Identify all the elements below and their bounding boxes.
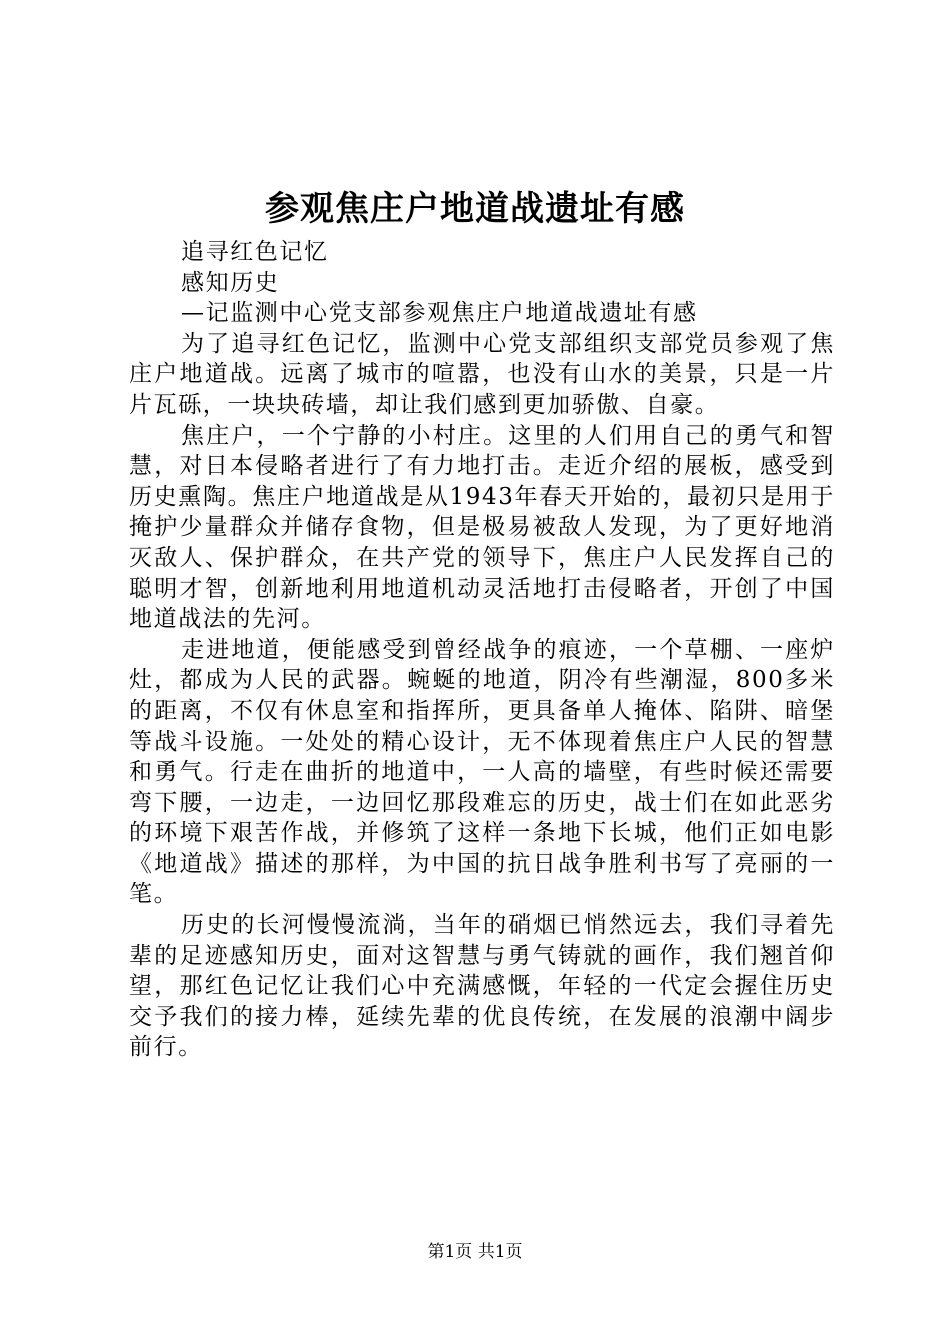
paragraph-1: 为了追寻红色记忆，监测中心党支部组织支部党员参观了焦庄户地道战。远离了城市的喧嚣，也没有山水的美景，只是一片片瓦砾，一块块砖墙，却让我们感到更加骄傲、自豪。 <box>129 330 835 418</box>
subtitle-line-2: 感知历史 <box>181 269 280 296</box>
paragraph-3: 走进地道，便能感受到曾经战争的痕迹，一个草棚、一座炉灶，都成为人民的武器。蜿蜒的地道，阴冷有些潮湿，800多米的距离，不仅有休息室和指挥所，更具备单人掩体、陷阱、暗堡等战斗设施。一处处的精心设计，无不体现着焦庄户人民的智慧和勇气。行走在曲折的地道中，一人高的墙壁，有些时候还需要弯下腰，一边走，一边回忆那段难忘的历史，战士们在如此恶劣的环境下艰苦作战，并修筑了这样一条地下长城，他们正如电影《地道战》描述的那样，为中国的抗日战争胜利书写了亮丽的一笔。 <box>129 636 835 908</box>
page-footer: 第1页 共1页 <box>427 1242 523 1262</box>
subtitle-line-1: 追寻红色记忆 <box>181 239 329 265</box>
paragraph-4: 历史的长河慢慢流淌，当年的硝烟已悄然远去，我们寻着先辈的足迹感知历史，面对这智慧与勇气铸就的画作，我们翘首仰望，那红色记忆让我们心中充满感慨，年轻的一代定会握住历史交予我们的接力棒，延续先辈的优良传统，在发展的浪潮中阔步前行。 <box>129 912 835 1061</box>
document-title: 参观焦庄户地道战遗址有感 <box>265 189 685 229</box>
document-body <box>129 237 835 1063</box>
paragraph-2: 焦庄户，一个宁静的小村庄。这里的人们用自己的勇气和智慧，对日本侵略者进行了有力地打击。走近介绍的展板，感受到历史熏陶。焦庄户地道战是从1943年春天开始的，最初只是用于掩护少量群众并储存食物，但是极易被敌人发现，为了更好地消灭敌人、保护群众，在共产党的领导下，焦庄户人民发挥自己的聪明才智，创新地利用地道机动灵活地打击侵略者，开创了中国地道战法的先河。 <box>129 422 835 633</box>
subtitle-line-3: —记监测中心党支部参观焦庄户地道战遗址有感 <box>181 300 698 327</box>
